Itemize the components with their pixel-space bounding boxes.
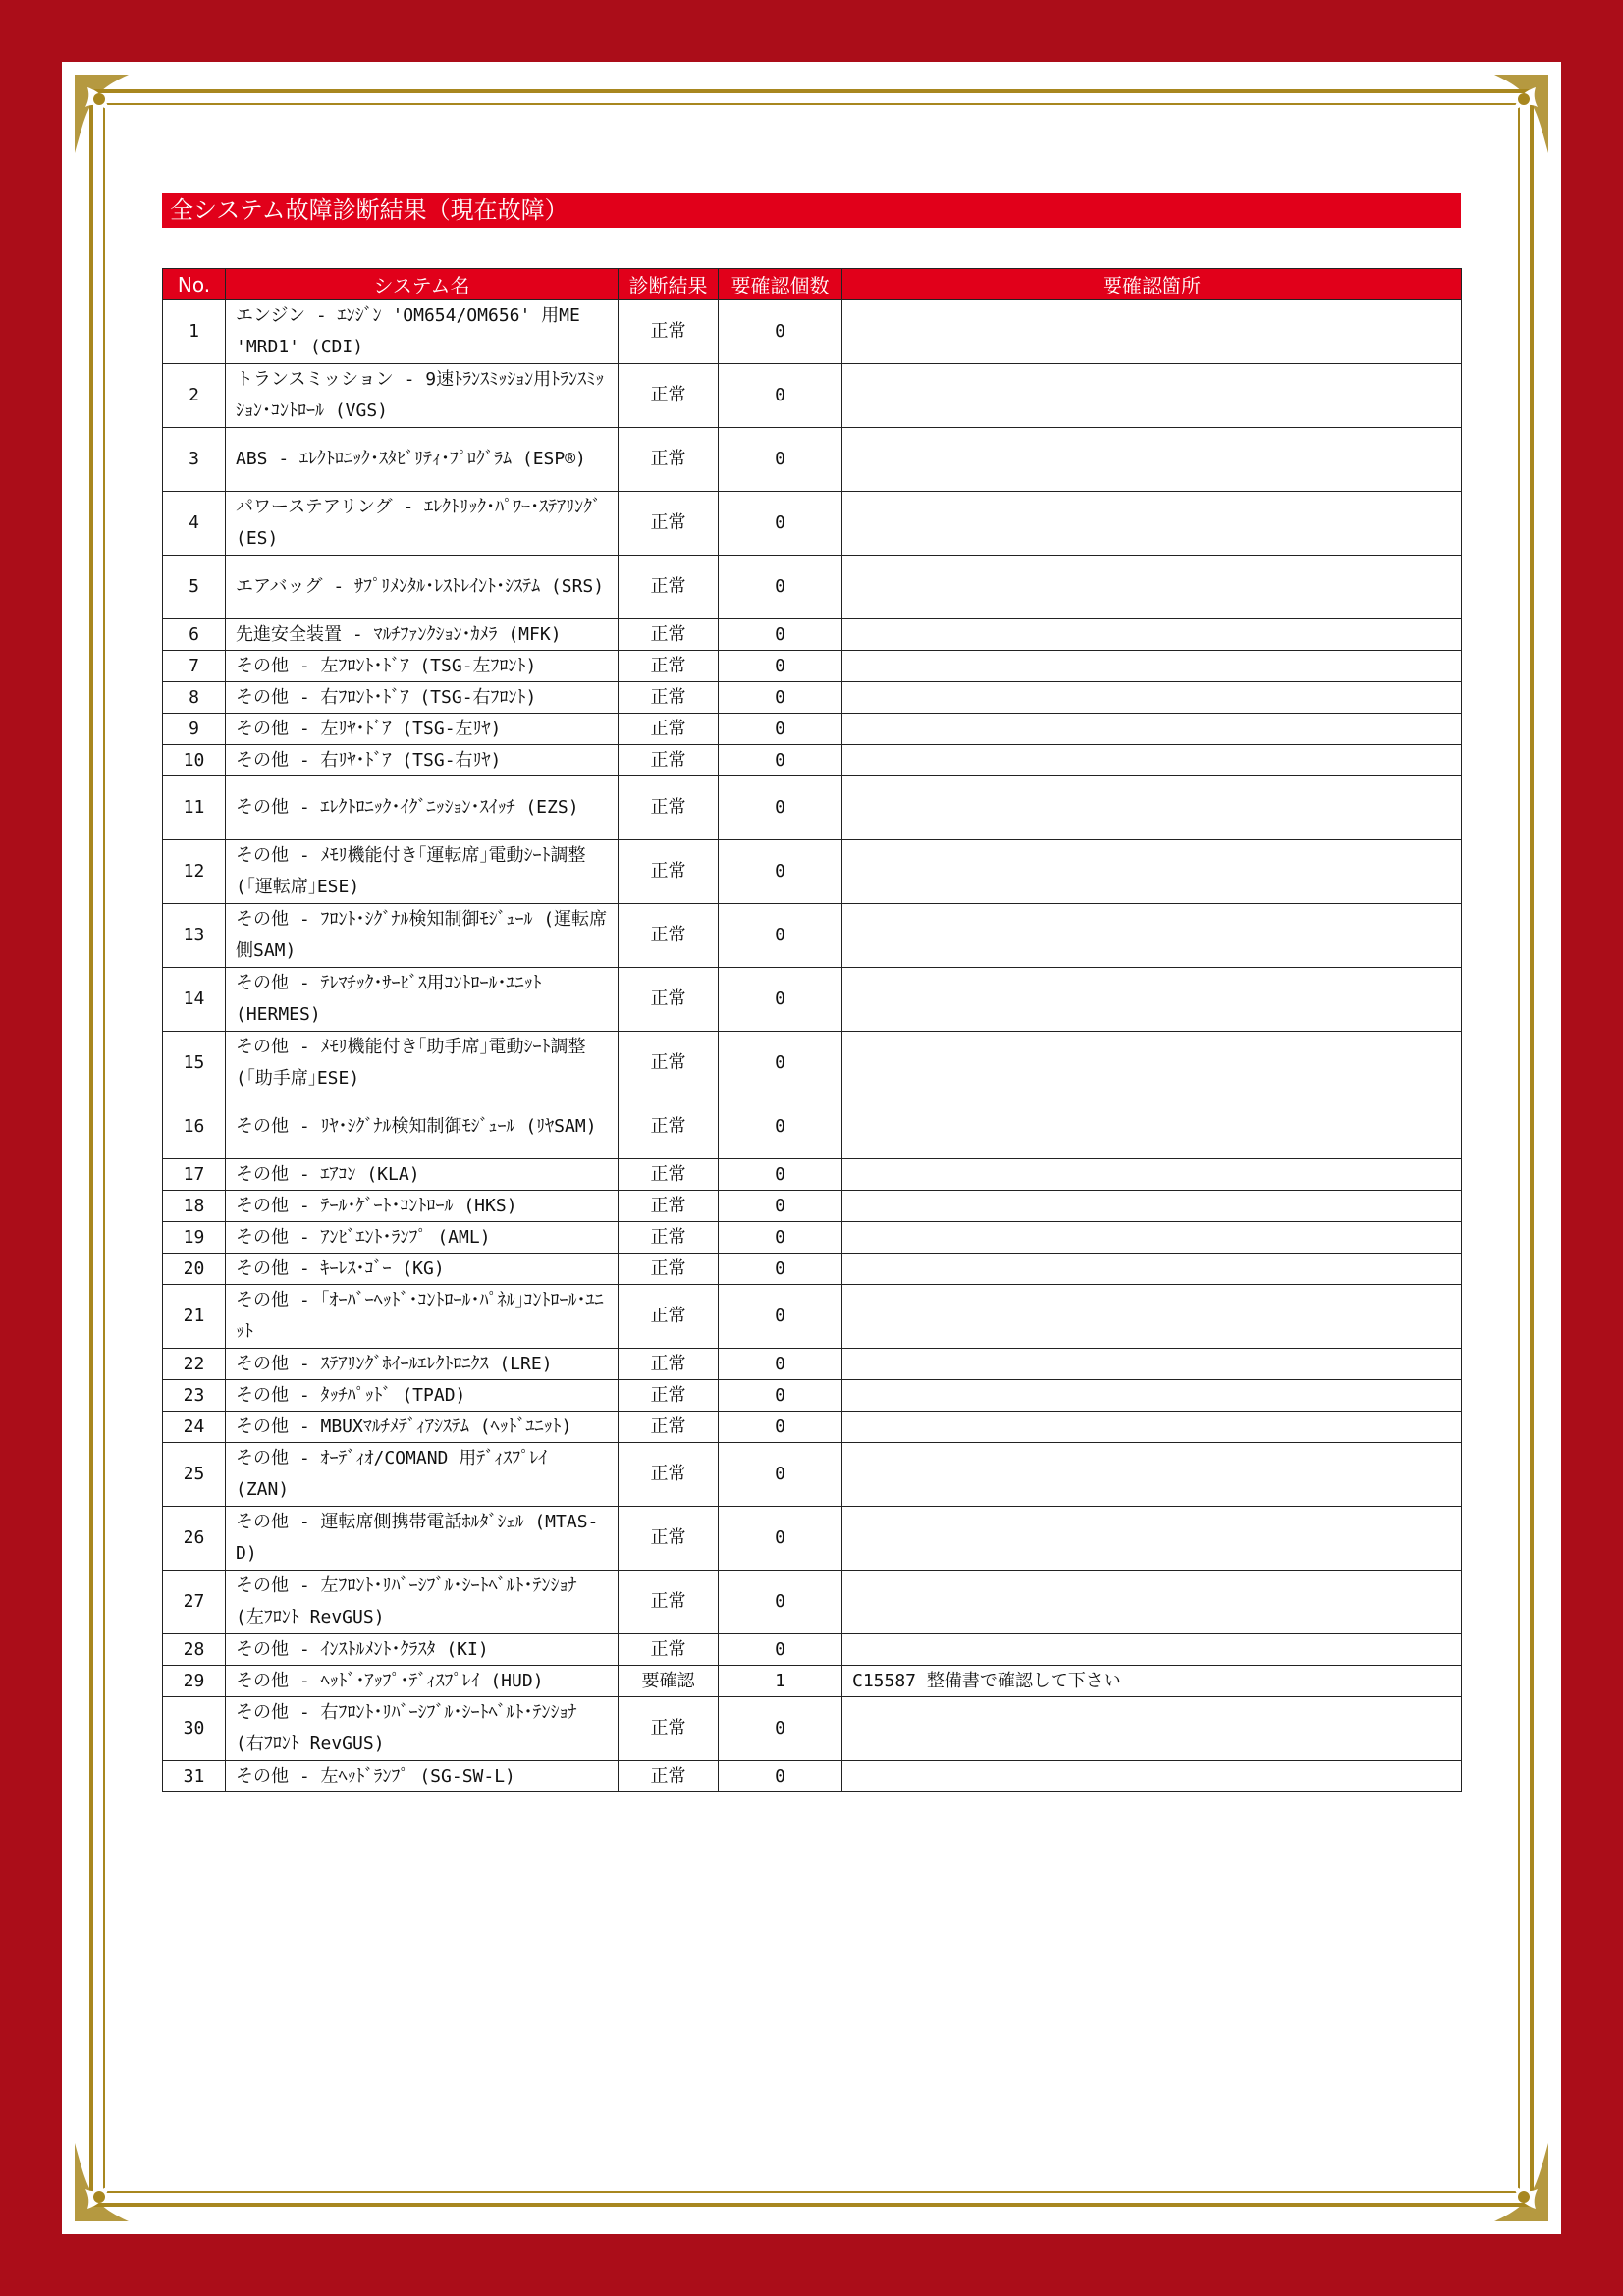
check-location <box>842 1697 1462 1761</box>
system-name: その他 - ﾘﾔ･ｼｸﾞﾅﾙ検知制御ﾓｼﾞｭｰﾙ (ﾘﾔSAM) <box>226 1095 619 1159</box>
table-row <box>163 651 1462 682</box>
table-row <box>163 714 1462 745</box>
table-row <box>163 1443 1462 1507</box>
check-count: 0 <box>719 619 842 651</box>
row-number: 10 <box>163 745 226 776</box>
check-count: 0 <box>719 968 842 1032</box>
header-result: 診断結果 <box>619 269 719 300</box>
table-row <box>163 1285 1462 1349</box>
row-number: 21 <box>163 1285 226 1349</box>
system-name: その他 - 右ﾌﾛﾝﾄ･ﾄﾞｱ (TSG-右ﾌﾛﾝﾄ) <box>226 682 619 714</box>
row-number: 3 <box>163 428 226 492</box>
system-name: その他 - ﾃﾚﾏﾁｯｸ･ｻｰﾋﾞｽ用ｺﾝﾄﾛｰﾙ･ﾕﾆｯﾄ (HERMES) <box>226 968 619 1032</box>
system-name: その他 - ｢ｵｰﾊﾞｰﾍｯﾄﾞ･ｺﾝﾄﾛｰﾙ･ﾊﾟﾈﾙ｣ｺﾝﾄﾛｰﾙ･ﾕﾆｯﾄ <box>226 1285 619 1349</box>
system-name: その他 - ｱﾝﾋﾞｴﾝﾄ･ﾗﾝﾌﾟ (AML) <box>226 1222 619 1254</box>
check-location <box>842 428 1462 492</box>
header-location: 要確認箇所 <box>842 269 1462 300</box>
row-number: 11 <box>163 776 226 840</box>
diagnosis-result: 正常 <box>619 904 719 968</box>
row-number: 7 <box>163 651 226 682</box>
row-number: 14 <box>163 968 226 1032</box>
row-number: 5 <box>163 556 226 619</box>
check-count: 0 <box>719 1254 842 1285</box>
diagnosis-result: 正常 <box>619 1380 719 1412</box>
table-row <box>163 1571 1462 1634</box>
table-row <box>163 1507 1462 1571</box>
check-count: 0 <box>719 651 842 682</box>
check-location <box>842 1254 1462 1285</box>
row-number: 19 <box>163 1222 226 1254</box>
diagnosis-result: 正常 <box>619 1095 719 1159</box>
diagnosis-result: 正常 <box>619 1349 719 1380</box>
check-location <box>842 1761 1462 1792</box>
diagnosis-result: 正常 <box>619 651 719 682</box>
check-count: 0 <box>719 776 842 840</box>
diagnosis-result: 正常 <box>619 714 719 745</box>
check-count: 0 <box>719 1697 842 1761</box>
check-location <box>842 1380 1462 1412</box>
check-location <box>842 492 1462 556</box>
check-location <box>842 300 1462 364</box>
system-name: 先進安全装置 - ﾏﾙﾁﾌｧﾝｸｼｮﾝ･ｶﾒﾗ (MFK) <box>226 619 619 651</box>
diagnosis-result: 正常 <box>619 776 719 840</box>
system-name: エンジン - ｴﾝｼﾞﾝ 'OM654/OM656' 用ME 'MRD1' (CDI) <box>226 300 619 364</box>
diagnosis-result: 正常 <box>619 1571 719 1634</box>
diagnosis-table <box>162 268 1462 1792</box>
check-location <box>842 651 1462 682</box>
check-location <box>842 1443 1462 1507</box>
diagnosis-result: 正常 <box>619 1443 719 1507</box>
check-location <box>842 1412 1462 1443</box>
system-name: その他 - ｴﾚｸﾄﾛﾆｯｸ･ｲｸﾞﾆｯｼｮﾝ･ｽｲｯﾁ (EZS) <box>226 776 619 840</box>
diagnosis-result: 正常 <box>619 1159 719 1191</box>
corner-ornament-icon <box>1465 2138 1553 2226</box>
system-name: その他 - 運転席側携帯電話ﾎﾙﾀﾞｼｪﾙ (MTAS-D) <box>226 1507 619 1571</box>
row-number: 15 <box>163 1032 226 1095</box>
check-location <box>842 1222 1462 1254</box>
check-count: 0 <box>719 745 842 776</box>
row-number: 9 <box>163 714 226 745</box>
table-row <box>163 556 1462 619</box>
row-number: 26 <box>163 1507 226 1571</box>
check-location <box>842 1507 1462 1571</box>
diagnosis-result: 正常 <box>619 300 719 364</box>
check-location <box>842 1159 1462 1191</box>
system-name: その他 - 左ﾌﾛﾝﾄ･ﾘﾊﾞｰｼﾌﾞﾙ･ｼｰﾄﾍﾞﾙﾄ･ﾃﾝｼｮﾅ (左ﾌﾛﾝﾄ RevGUS) <box>226 1571 619 1634</box>
system-name: その他 - ﾒﾓﾘ機能付き｢助手席｣電動ｼｰﾄ調整 (｢助手席｣ESE) <box>226 1032 619 1095</box>
check-location: C15587 整備書で確認して下さい <box>842 1666 1462 1697</box>
report-page <box>62 62 1561 2234</box>
system-name: その他 - 右ﾘﾔ･ﾄﾞｱ (TSG-右ﾘﾔ) <box>226 745 619 776</box>
diagnosis-result: 正常 <box>619 556 719 619</box>
system-name: その他 - MBUXﾏﾙﾁﾒﾃﾞｨｱｼｽﾃﾑ (ﾍｯﾄﾞﾕﾆｯﾄ) <box>226 1412 619 1443</box>
table-row <box>163 1412 1462 1443</box>
row-number: 17 <box>163 1159 226 1191</box>
diagnosis-result: 正常 <box>619 1032 719 1095</box>
check-count: 0 <box>719 904 842 968</box>
table-row <box>163 840 1462 904</box>
table-row <box>163 428 1462 492</box>
table-row <box>163 1191 1462 1222</box>
table-row <box>163 1697 1462 1761</box>
header-count: 要確認個数 <box>719 269 842 300</box>
system-name: その他 - ｽﾃｱﾘﾝｸﾞﾎｲｰﾙｴﾚｸﾄﾛﾆｸｽ (LRE) <box>226 1349 619 1380</box>
system-name: その他 - ﾃｰﾙ･ｹﾞｰﾄ･ｺﾝﾄﾛｰﾙ (HKS) <box>226 1191 619 1222</box>
diagnosis-result: 正常 <box>619 428 719 492</box>
diagnosis-result: 正常 <box>619 1285 719 1349</box>
diagnosis-result: 正常 <box>619 1697 719 1761</box>
table-row <box>163 1222 1462 1254</box>
table-body <box>163 300 1462 1792</box>
table-row <box>163 745 1462 776</box>
table-row <box>163 682 1462 714</box>
check-location <box>842 1634 1462 1666</box>
check-count: 0 <box>719 714 842 745</box>
system-name: その他 - ｴｱｺﾝ (KLA) <box>226 1159 619 1191</box>
table-row <box>163 904 1462 968</box>
check-count: 0 <box>719 1349 842 1380</box>
table-row <box>163 1159 1462 1191</box>
system-name: その他 - ﾒﾓﾘ機能付き｢運転席｣電動ｼｰﾄ調整 (｢運転席｣ESE) <box>226 840 619 904</box>
table-row <box>163 1032 1462 1095</box>
row-number: 18 <box>163 1191 226 1222</box>
diagnosis-result: 正常 <box>619 1507 719 1571</box>
system-name: その他 - ｲﾝｽﾄﾙﾒﾝﾄ･ｸﾗｽﾀ (KI) <box>226 1634 619 1666</box>
table-row <box>163 1349 1462 1380</box>
check-count: 0 <box>719 1159 842 1191</box>
diagnosis-result: 正常 <box>619 1761 719 1792</box>
check-count: 1 <box>719 1666 842 1697</box>
diagnosis-result: 正常 <box>619 968 719 1032</box>
table-row <box>163 1254 1462 1285</box>
system-name: その他 - 左ﾌﾛﾝﾄ･ﾄﾞｱ (TSG-左ﾌﾛﾝﾄ) <box>226 651 619 682</box>
row-number: 8 <box>163 682 226 714</box>
row-number: 2 <box>163 364 226 428</box>
check-count: 0 <box>719 1285 842 1349</box>
check-location <box>842 1349 1462 1380</box>
check-count: 0 <box>719 1222 842 1254</box>
check-location <box>842 682 1462 714</box>
check-location <box>842 364 1462 428</box>
table-row <box>163 1380 1462 1412</box>
check-count: 0 <box>719 1380 842 1412</box>
row-number: 29 <box>163 1666 226 1697</box>
report-title: 全システム故障診断結果（現在故障） <box>162 193 1461 228</box>
system-name: その他 - ｷｰﾚｽ･ｺﾞｰ (KG) <box>226 1254 619 1285</box>
check-location <box>842 556 1462 619</box>
diagnosis-result: 正常 <box>619 1412 719 1443</box>
system-name: その他 - ｵｰﾃﾞｨｵ/COMAND 用ﾃﾞｨｽﾌﾟﾚｲ (ZAN) <box>226 1443 619 1507</box>
system-name: その他 - ﾌﾛﾝﾄ･ｼｸﾞﾅﾙ検知制御ﾓｼﾞｭｰﾙ (運転席側SAM) <box>226 904 619 968</box>
check-count: 0 <box>719 428 842 492</box>
system-name: その他 - 左ﾘﾔ･ﾄﾞｱ (TSG-左ﾘﾔ) <box>226 714 619 745</box>
corner-ornament-icon <box>70 70 158 158</box>
check-location <box>842 840 1462 904</box>
check-count: 0 <box>719 364 842 428</box>
diagnosis-result: 正常 <box>619 840 719 904</box>
check-location <box>842 1095 1462 1159</box>
row-number: 31 <box>163 1761 226 1792</box>
check-count: 0 <box>719 1507 842 1571</box>
diagnosis-result: 正常 <box>619 1191 719 1222</box>
table-row <box>163 1095 1462 1159</box>
check-location <box>842 1032 1462 1095</box>
check-location <box>842 776 1462 840</box>
diagnosis-result: 正常 <box>619 1254 719 1285</box>
check-count: 0 <box>719 1571 842 1634</box>
diagnosis-result: 正常 <box>619 745 719 776</box>
table-row <box>163 1634 1462 1666</box>
table-row <box>163 776 1462 840</box>
table-row <box>163 300 1462 364</box>
table-row <box>163 1666 1462 1697</box>
diagnosis-result: 正常 <box>619 364 719 428</box>
corner-ornament-icon <box>1465 70 1553 158</box>
table-row <box>163 492 1462 556</box>
check-location <box>842 745 1462 776</box>
diagnosis-result: 正常 <box>619 492 719 556</box>
row-number: 1 <box>163 300 226 364</box>
diagnosis-result: 正常 <box>619 1222 719 1254</box>
check-count: 0 <box>719 1634 842 1666</box>
system-name: その他 - ﾍｯﾄﾞ･ｱｯﾌﾟ･ﾃﾞｨｽﾌﾟﾚｲ (HUD) <box>226 1666 619 1697</box>
system-name: その他 - 左ﾍｯﾄﾞﾗﾝﾌﾟ (SG-SW-L) <box>226 1761 619 1792</box>
check-count: 0 <box>719 492 842 556</box>
row-number: 16 <box>163 1095 226 1159</box>
table-row <box>163 619 1462 651</box>
check-location <box>842 904 1462 968</box>
check-count: 0 <box>719 1443 842 1507</box>
system-name: その他 - ﾀｯﾁﾊﾟｯﾄﾞ (TPAD) <box>226 1380 619 1412</box>
table-row <box>163 968 1462 1032</box>
system-name: トランスミッション - 9速ﾄﾗﾝｽﾐｯｼｮﾝ用ﾄﾗﾝｽﾐｯｼｮﾝ･ｺﾝﾄﾛｰﾙ (VGS) <box>226 364 619 428</box>
row-number: 13 <box>163 904 226 968</box>
row-number: 24 <box>163 1412 226 1443</box>
check-location <box>842 1191 1462 1222</box>
check-location <box>842 714 1462 745</box>
check-count: 0 <box>719 1412 842 1443</box>
check-location <box>842 1571 1462 1634</box>
table-row <box>163 1761 1462 1792</box>
row-number: 28 <box>163 1634 226 1666</box>
system-name: ABS - ｴﾚｸﾄﾛﾆｯｸ･ｽﾀﾋﾞﾘﾃｨ･ﾌﾟﾛｸﾞﾗﾑ (ESP®) <box>226 428 619 492</box>
row-number: 20 <box>163 1254 226 1285</box>
system-name: その他 - 右ﾌﾛﾝﾄ･ﾘﾊﾞｰｼﾌﾞﾙ･ｼｰﾄﾍﾞﾙﾄ･ﾃﾝｼｮﾅ (右ﾌﾛﾝﾄ RevGUS) <box>226 1697 619 1761</box>
check-location <box>842 1285 1462 1349</box>
table-row <box>163 364 1462 428</box>
check-location <box>842 968 1462 1032</box>
diagnosis-result: 正常 <box>619 682 719 714</box>
table-header-row <box>163 269 1462 300</box>
system-name: パワーステアリング - ｴﾚｸﾄﾘｯｸ･ﾊﾟﾜｰ･ｽﾃｱﾘﾝｸﾞ (ES) <box>226 492 619 556</box>
check-count: 0 <box>719 1761 842 1792</box>
row-number: 23 <box>163 1380 226 1412</box>
row-number: 25 <box>163 1443 226 1507</box>
row-number: 6 <box>163 619 226 651</box>
check-count: 0 <box>719 1032 842 1095</box>
check-count: 0 <box>719 682 842 714</box>
check-count: 0 <box>719 1095 842 1159</box>
check-count: 0 <box>719 840 842 904</box>
header-system-name: システム名 <box>226 269 619 300</box>
system-name: エアバッグ - ｻﾌﾟﾘﾒﾝﾀﾙ･ﾚｽﾄﾚｲﾝﾄ･ｼｽﾃﾑ (SRS) <box>226 556 619 619</box>
diagnosis-result: 正常 <box>619 1634 719 1666</box>
check-count: 0 <box>719 300 842 364</box>
check-count: 0 <box>719 1191 842 1222</box>
row-number: 22 <box>163 1349 226 1380</box>
check-location <box>842 619 1462 651</box>
row-number: 27 <box>163 1571 226 1634</box>
row-number: 30 <box>163 1697 226 1761</box>
corner-ornament-icon <box>70 2138 158 2226</box>
row-number: 12 <box>163 840 226 904</box>
diagnosis-result: 正常 <box>619 619 719 651</box>
diagnosis-result: 要確認 <box>619 1666 719 1697</box>
row-number: 4 <box>163 492 226 556</box>
header-no: No. <box>163 269 226 300</box>
check-count: 0 <box>719 556 842 619</box>
